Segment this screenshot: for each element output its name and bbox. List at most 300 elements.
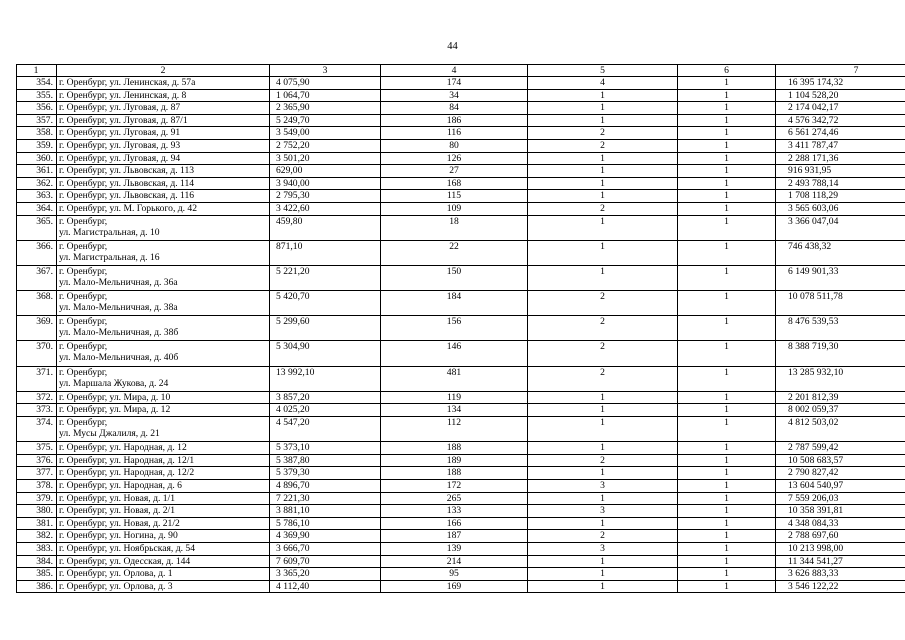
residents-cell: 119 (381, 391, 528, 404)
row-number-cell: 379. (17, 492, 57, 505)
col6-cell: 1 (678, 391, 776, 404)
address-line: г. Оренбург, (59, 240, 108, 252)
area-cell: 5 249,70 (270, 114, 381, 127)
residents-cell: 139 (381, 542, 528, 555)
amount-cell: 8 476 539,53 (776, 316, 905, 341)
address-line: ул. Мало-Мельничная, д. 40б (59, 352, 179, 364)
header-cell: 1 (17, 65, 57, 77)
table-row (17, 89, 905, 102)
col6-cell: 1 (678, 517, 776, 530)
address-cell (57, 77, 270, 90)
row-number-cell: 362. (17, 177, 57, 190)
amount-cell: 8 388 719,30 (776, 341, 905, 366)
row-number-cell: 371. (17, 366, 57, 391)
address-cell (57, 291, 270, 316)
area-cell: 5 221,20 (270, 265, 381, 290)
residents-cell: 34 (381, 89, 528, 102)
col6-cell: 1 (678, 480, 776, 493)
residents-cell: 146 (381, 341, 528, 366)
address-line: г. Оренбург, ул. Мира, д. 10 (59, 391, 171, 403)
table-row (17, 568, 905, 581)
area-cell: 4 112,40 (270, 580, 381, 593)
row-number-cell: 363. (17, 190, 57, 203)
address-cell (57, 391, 270, 404)
address-line: г. Оренбург, ул. Орлова, д. 1 (59, 568, 173, 580)
address-cell (57, 454, 270, 467)
address-cell (57, 480, 270, 493)
col5-cell: 1 (528, 467, 678, 480)
row-number-cell: 377. (17, 467, 57, 480)
residents-cell: 126 (381, 152, 528, 165)
row-number-cell: 385. (17, 568, 57, 581)
address-cell (57, 442, 270, 455)
col5-cell: 1 (528, 391, 678, 404)
col5-cell: 1 (528, 215, 678, 240)
area-cell: 459,80 (270, 215, 381, 240)
address-cell (57, 102, 270, 115)
address-cell (57, 417, 270, 442)
table-row (17, 417, 905, 442)
col5-cell: 1 (528, 240, 678, 265)
table-row (17, 152, 905, 165)
row-number-cell: 370. (17, 341, 57, 366)
address-line: ул. Мало-Мельничная, д. 38б (59, 327, 179, 339)
address-line: г. Оренбург, ул. Луговая, д. 87/1 (59, 114, 188, 126)
address-line: г. Оренбург, (59, 265, 108, 277)
col5-cell: 1 (528, 417, 678, 442)
address-cell (57, 467, 270, 480)
amount-cell: 10 213 998,00 (776, 542, 905, 555)
address-line: г. Оренбург, ул. Новая, д. 1/1 (59, 492, 176, 504)
amount-cell: 4 576 342,72 (776, 114, 905, 127)
area-cell: 3 881,10 (270, 505, 381, 518)
residents-cell: 22 (381, 240, 528, 265)
address-cell (57, 404, 270, 417)
amount-cell: 4 348 084,33 (776, 517, 905, 530)
amount-cell: 2 174 042,17 (776, 102, 905, 115)
col6-cell: 1 (678, 190, 776, 203)
col6-cell: 1 (678, 530, 776, 543)
area-cell: 4 547,20 (270, 417, 381, 442)
amount-cell: 4 812 503,02 (776, 417, 905, 442)
area-cell: 5 786,10 (270, 517, 381, 530)
table-row (17, 202, 905, 215)
residents-cell: 95 (381, 568, 528, 581)
table-row (17, 291, 905, 316)
residents-cell: 27 (381, 165, 528, 178)
buildings-table (16, 64, 905, 593)
address-line: г. Оренбург, ул. Львовская, д. 113 (59, 165, 195, 177)
row-number-cell: 367. (17, 265, 57, 290)
area-cell: 1 064,70 (270, 89, 381, 102)
header-cell: 4 (381, 65, 528, 77)
col5-cell: 2 (528, 530, 678, 543)
address-cell (57, 202, 270, 215)
col6-cell: 1 (678, 417, 776, 442)
amount-cell: 1 708 118,29 (776, 190, 905, 203)
table-row (17, 555, 905, 568)
area-cell: 2 795,30 (270, 190, 381, 203)
residents-cell: 150 (381, 265, 528, 290)
col5-cell: 1 (528, 492, 678, 505)
header-cell: 7 (776, 65, 905, 77)
col6-cell: 1 (678, 505, 776, 518)
col6-cell: 1 (678, 177, 776, 190)
area-cell: 5 304,90 (270, 341, 381, 366)
area-cell: 3 365,20 (270, 568, 381, 581)
table-row (17, 102, 905, 115)
address-line: г. Оренбург, ул. Луговая, д. 94 (59, 152, 181, 164)
row-number-cell: 381. (17, 517, 57, 530)
table-row (17, 505, 905, 518)
col6-cell: 1 (678, 139, 776, 152)
col6-cell: 1 (678, 215, 776, 240)
address-cell (57, 265, 270, 290)
address-line: ул. Мало-Мельничная, д. 38а (59, 302, 178, 314)
amount-cell: 13 285 932,10 (776, 366, 905, 391)
area-cell: 629,00 (270, 165, 381, 178)
address-cell (57, 139, 270, 152)
amount-cell: 8 002 059,37 (776, 404, 905, 417)
address-line: г. Оренбург, ул. Новая, д. 21/2 (59, 517, 180, 529)
col6-cell: 1 (678, 555, 776, 568)
page-number: 44 (447, 41, 458, 52)
area-cell: 5 299,60 (270, 316, 381, 341)
address-line: г. Оренбург, ул. Новая, д. 2/1 (59, 505, 176, 517)
area-cell: 3 857,20 (270, 391, 381, 404)
residents-cell: 84 (381, 102, 528, 115)
residents-cell: 109 (381, 202, 528, 215)
address-line: г. Оренбург, ул. Мира, д. 12 (59, 404, 171, 416)
row-number-cell: 383. (17, 542, 57, 555)
row-number-cell: 360. (17, 152, 57, 165)
table-row (17, 517, 905, 530)
table-row (17, 77, 905, 90)
amount-cell: 3 626 883,33 (776, 568, 905, 581)
col5-cell: 2 (528, 202, 678, 215)
residents-cell: 133 (381, 505, 528, 518)
row-number-cell: 384. (17, 555, 57, 568)
area-cell: 3 422,60 (270, 202, 381, 215)
col5-cell: 4 (528, 77, 678, 90)
address-line: ул. Магистральная, д. 16 (59, 251, 160, 263)
address-line: г. Оренбург, (59, 417, 108, 429)
col6-cell: 1 (678, 202, 776, 215)
col6-cell: 1 (678, 265, 776, 290)
row-number-cell: 373. (17, 404, 57, 417)
row-number-cell: 361. (17, 165, 57, 178)
table-row (17, 341, 905, 366)
table-row (17, 215, 905, 240)
row-number-cell: 382. (17, 530, 57, 543)
residents-cell: 186 (381, 114, 528, 127)
area-cell: 3 666,70 (270, 542, 381, 555)
row-number-cell: 364. (17, 202, 57, 215)
col6-cell: 1 (678, 467, 776, 480)
table-row (17, 265, 905, 290)
area-cell: 4 896,70 (270, 480, 381, 493)
col5-cell: 1 (528, 177, 678, 190)
amount-cell: 2 493 788,14 (776, 177, 905, 190)
address-line: г. Оренбург, ул. Львовская, д. 116 (59, 190, 195, 202)
area-cell: 7 609,70 (270, 555, 381, 568)
amount-cell: 3 546 122,22 (776, 580, 905, 593)
area-cell: 2 752,20 (270, 139, 381, 152)
table-row (17, 492, 905, 505)
table-row (17, 177, 905, 190)
residents-cell: 166 (381, 517, 528, 530)
residents-cell: 188 (381, 442, 528, 455)
table-row (17, 542, 905, 555)
address-cell (57, 240, 270, 265)
address-line: г. Оренбург, (59, 366, 108, 378)
row-number-cell: 376. (17, 454, 57, 467)
col5-cell: 1 (528, 102, 678, 115)
col5-cell: 2 (528, 341, 678, 366)
row-number-cell: 366. (17, 240, 57, 265)
residents-cell: 187 (381, 530, 528, 543)
col6-cell: 1 (678, 165, 776, 178)
amount-cell: 11 344 541,27 (776, 555, 905, 568)
table-row (17, 240, 905, 265)
address-line: ул. Маршала Жукова, д. 24 (59, 377, 169, 389)
col5-cell: 1 (528, 555, 678, 568)
table-header-row (17, 65, 905, 77)
area-cell: 5 387,80 (270, 454, 381, 467)
amount-cell: 916 931,95 (776, 165, 905, 178)
residents-cell: 184 (381, 291, 528, 316)
amount-cell: 10 358 391,81 (776, 505, 905, 518)
amount-cell: 2 790 827,42 (776, 467, 905, 480)
table-row (17, 366, 905, 391)
address-line: г. Оренбург, ул. Ленинская, д. 57а (59, 77, 196, 88)
col5-cell: 1 (528, 265, 678, 290)
row-number-cell: 354. (17, 77, 57, 90)
residents-cell: 134 (381, 404, 528, 417)
amount-cell: 3 366 047,04 (776, 215, 905, 240)
table-row (17, 139, 905, 152)
amount-cell: 2 201 812,39 (776, 391, 905, 404)
address-cell (57, 127, 270, 140)
header-cell: 5 (528, 65, 678, 77)
col5-cell: 1 (528, 114, 678, 127)
address-cell (57, 580, 270, 593)
address-line: г. Оренбург, ул. Ноябрьская, д. 54 (59, 542, 196, 554)
area-cell: 3 940,00 (270, 177, 381, 190)
amount-cell: 16 395 174,32 (776, 77, 905, 90)
residents-cell: 112 (381, 417, 528, 442)
address-line: ул. Мало-Мельничная, д. 36а (59, 276, 178, 288)
col5-cell: 1 (528, 580, 678, 593)
address-line: г. Оренбург, ул. Народная, д. 12/2 (59, 467, 195, 479)
row-number-cell: 380. (17, 505, 57, 518)
address-line: г. Оренбург, (59, 316, 108, 328)
amount-cell: 3 565 603,06 (776, 202, 905, 215)
address-cell (57, 555, 270, 568)
residents-cell: 174 (381, 77, 528, 90)
residents-cell: 115 (381, 190, 528, 203)
address-cell (57, 542, 270, 555)
row-number-cell: 365. (17, 215, 57, 240)
col6-cell: 1 (678, 240, 776, 265)
address-line: г. Оренбург, ул. Народная, д. 12/1 (59, 454, 195, 466)
address-cell (57, 341, 270, 366)
col5-cell: 2 (528, 454, 678, 467)
col5-cell: 3 (528, 480, 678, 493)
header-cell: 6 (678, 65, 776, 77)
address-line: г. Оренбург, ул. Луговая, д. 91 (59, 127, 181, 139)
col6-cell: 1 (678, 152, 776, 165)
table-row (17, 391, 905, 404)
col6-cell: 1 (678, 291, 776, 316)
row-number-cell: 375. (17, 442, 57, 455)
area-cell: 3 549,00 (270, 127, 381, 140)
address-cell (57, 316, 270, 341)
amount-cell: 2 288 171,36 (776, 152, 905, 165)
row-number-cell: 359. (17, 139, 57, 152)
table-row (17, 580, 905, 593)
table-row (17, 480, 905, 493)
amount-cell: 6 149 901,33 (776, 265, 905, 290)
row-number-cell: 369. (17, 316, 57, 341)
residents-cell: 168 (381, 177, 528, 190)
table-row (17, 316, 905, 341)
area-cell: 5 373,10 (270, 442, 381, 455)
amount-cell: 2 787 599,42 (776, 442, 905, 455)
col6-cell: 1 (678, 492, 776, 505)
residents-cell: 18 (381, 215, 528, 240)
col5-cell: 1 (528, 152, 678, 165)
col5-cell: 1 (528, 442, 678, 455)
address-cell (57, 492, 270, 505)
address-cell (57, 114, 270, 127)
col5-cell: 1 (528, 190, 678, 203)
address-cell (57, 517, 270, 530)
address-cell (57, 190, 270, 203)
col6-cell: 1 (678, 404, 776, 417)
residents-cell: 116 (381, 127, 528, 140)
amount-cell: 3 411 787,47 (776, 139, 905, 152)
col5-cell: 1 (528, 568, 678, 581)
col6-cell: 1 (678, 77, 776, 90)
row-number-cell: 356. (17, 102, 57, 115)
row-number-cell: 357. (17, 114, 57, 127)
address-line: г. Оренбург, ул. Ногина, д. 90 (59, 530, 178, 542)
col5-cell: 2 (528, 291, 678, 316)
residents-cell: 169 (381, 580, 528, 593)
residents-cell: 481 (381, 366, 528, 391)
amount-cell: 10 078 511,78 (776, 291, 905, 316)
amount-cell: 746 438,32 (776, 240, 905, 265)
address-line: г. Оренбург, ул. Луговая, д. 87 (59, 102, 181, 114)
amount-cell: 13 604 540,97 (776, 480, 905, 493)
area-cell: 4 025,20 (270, 404, 381, 417)
col6-cell: 1 (678, 568, 776, 581)
address-line: г. Оренбург, (59, 215, 108, 227)
col6-cell: 1 (678, 542, 776, 555)
area-cell: 3 501,20 (270, 152, 381, 165)
row-number-cell: 372. (17, 391, 57, 404)
col5-cell: 2 (528, 366, 678, 391)
table-body (17, 77, 905, 593)
area-cell: 2 365,90 (270, 102, 381, 115)
table-row (17, 190, 905, 203)
col6-cell: 1 (678, 102, 776, 115)
address-cell (57, 530, 270, 543)
address-line: ул. Магистральная, д. 10 (59, 226, 160, 238)
col5-cell: 3 (528, 542, 678, 555)
col5-cell: 1 (528, 89, 678, 102)
address-line: г. Оренбург, (59, 341, 108, 353)
col5-cell: 1 (528, 517, 678, 530)
area-cell: 4 075,90 (270, 77, 381, 90)
address-line: г. Оренбург, ул. М. Горького, д. 42 (59, 202, 198, 214)
area-cell: 871,10 (270, 240, 381, 265)
row-number-cell: 358. (17, 127, 57, 140)
table-row (17, 127, 905, 140)
header-cell: 3 (270, 65, 381, 77)
address-line: г. Оренбург, ул. Народная, д. 6 (59, 480, 182, 491)
col5-cell: 2 (528, 139, 678, 152)
table-row (17, 442, 905, 455)
residents-cell: 172 (381, 480, 528, 493)
residents-cell: 214 (381, 555, 528, 568)
header-cell: 2 (57, 65, 270, 77)
col6-cell: 1 (678, 580, 776, 593)
col6-cell: 1 (678, 442, 776, 455)
address-line: г. Оренбург, ул. Народная, д. 12 (59, 442, 187, 454)
address-line: г. Оренбург, ул. Луговая, д. 93 (59, 139, 181, 151)
address-cell (57, 215, 270, 240)
col5-cell: 1 (528, 404, 678, 417)
address-line: г. Оренбург, ул. Ленинская, д. 8 (59, 89, 187, 101)
address-line: г. Оренбург, ул. Одесская, д. 144 (59, 555, 191, 567)
residents-cell: 80 (381, 139, 528, 152)
address-cell (57, 568, 270, 581)
address-line: г. Оренбург, (59, 291, 108, 303)
row-number-cell: 386. (17, 580, 57, 593)
col6-cell: 1 (678, 127, 776, 140)
residents-cell: 265 (381, 492, 528, 505)
col6-cell: 1 (678, 89, 776, 102)
residents-cell: 189 (381, 454, 528, 467)
address-cell (57, 177, 270, 190)
col5-cell: 1 (528, 165, 678, 178)
area-cell: 4 369,90 (270, 530, 381, 543)
area-cell: 5 420,70 (270, 291, 381, 316)
col6-cell: 1 (678, 366, 776, 391)
row-number-cell: 368. (17, 291, 57, 316)
area-cell: 5 379,30 (270, 467, 381, 480)
col6-cell: 1 (678, 114, 776, 127)
row-number-cell: 355. (17, 89, 57, 102)
amount-cell: 6 561 274,46 (776, 127, 905, 140)
address-line: г. Оренбург, ул. Львовская, д. 114 (59, 177, 195, 189)
address-cell (57, 152, 270, 165)
address-cell (57, 366, 270, 391)
table-row (17, 454, 905, 467)
col6-cell: 1 (678, 454, 776, 467)
residents-cell: 188 (381, 467, 528, 480)
address-line: г. Оренбург, ул. Орлова, д. 3 (59, 580, 173, 592)
amount-cell: 10 508 683,57 (776, 454, 905, 467)
row-number-cell: 374. (17, 417, 57, 442)
col5-cell: 2 (528, 127, 678, 140)
table-row (17, 165, 905, 178)
col5-cell: 2 (528, 316, 678, 341)
address-cell (57, 165, 270, 178)
row-number-cell: 378. (17, 480, 57, 493)
